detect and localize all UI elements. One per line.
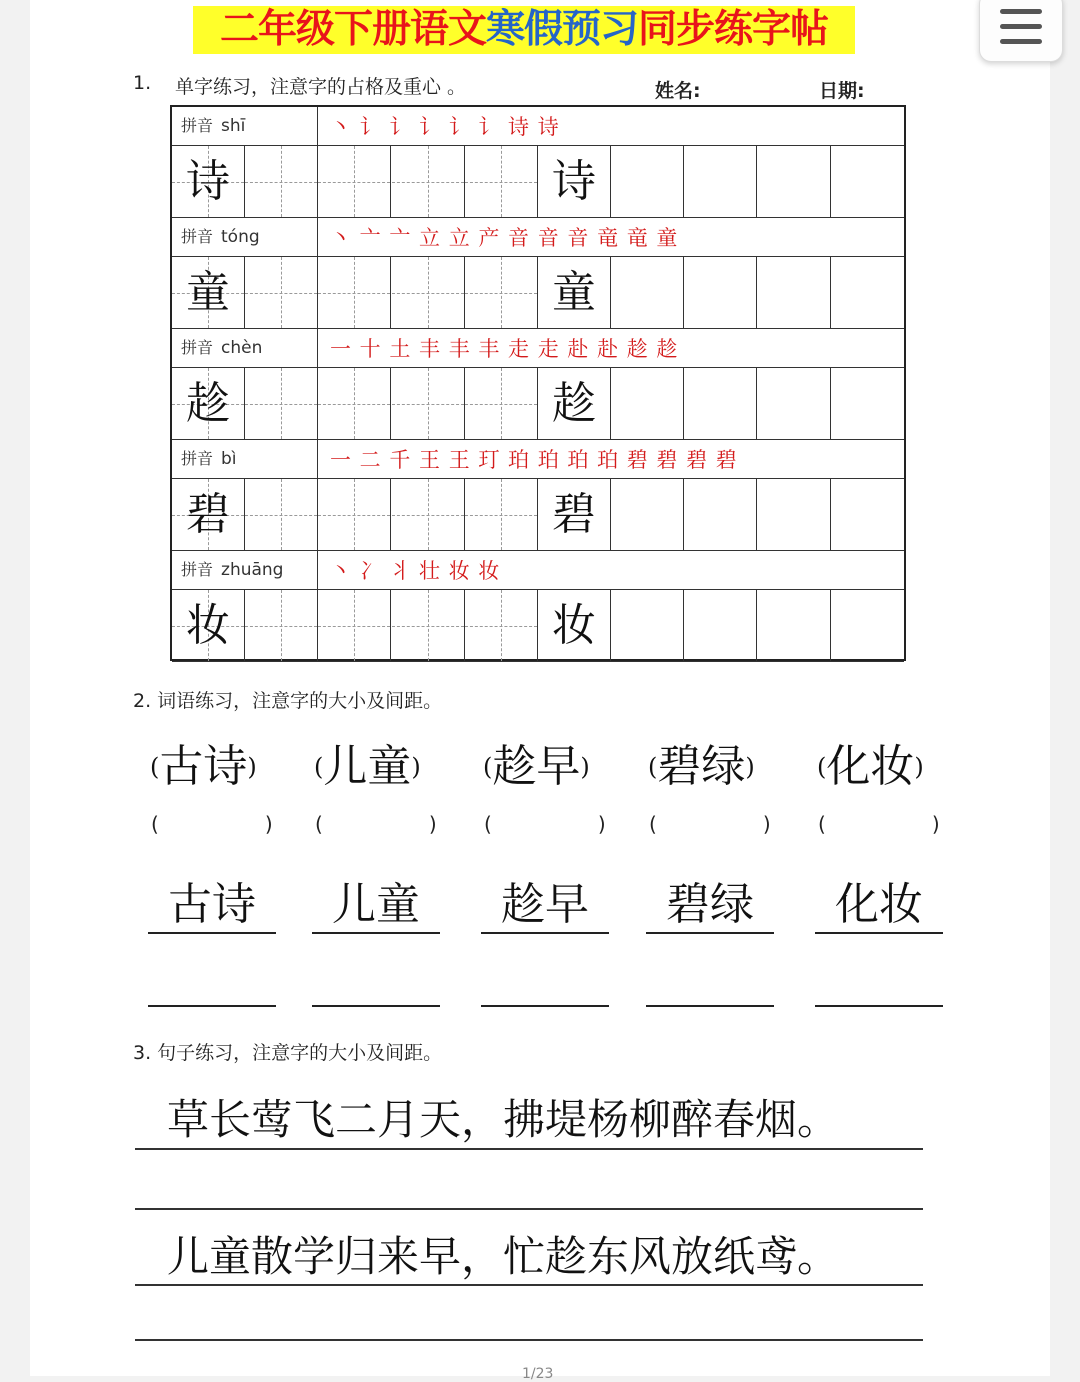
model-character: 妆 bbox=[552, 600, 596, 651]
paren-close: ) bbox=[597, 812, 606, 836]
model-character: 妆 bbox=[186, 600, 230, 651]
writing-cell[interactable] bbox=[245, 479, 318, 550]
pinyin-header-row bbox=[172, 218, 904, 257]
model-character-cell bbox=[172, 479, 245, 550]
writing-cell[interactable] bbox=[758, 146, 831, 217]
stroke-order-text: 一 二 千 王 王 玎 珀 珀 珀 珀 碧 碧 碧 碧 bbox=[330, 448, 738, 472]
paren-open: ( bbox=[648, 753, 658, 781]
model-character: 碧 bbox=[186, 489, 230, 540]
menu-button[interactable] bbox=[979, 0, 1063, 62]
pinyin-text: zhuāng bbox=[221, 560, 284, 580]
sentence-blank-line-2[interactable] bbox=[135, 1339, 923, 1341]
stroke-order-text: 丶 讠 讠 讠 讠 讠 诗 诗 bbox=[330, 115, 560, 139]
model-character-cell bbox=[538, 479, 611, 550]
writing-cell[interactable] bbox=[245, 590, 318, 661]
section1-number: 1. bbox=[133, 72, 152, 94]
word-trace-line: 化妆 bbox=[815, 878, 943, 934]
writing-cell[interactable] bbox=[392, 257, 465, 328]
word-model-with-parens bbox=[483, 730, 590, 794]
model-character-cell bbox=[538, 368, 611, 439]
writing-cell[interactable] bbox=[392, 368, 465, 439]
paren-open: ( bbox=[649, 812, 657, 836]
paren-open: ( bbox=[817, 753, 827, 781]
word-blank-line[interactable] bbox=[312, 1005, 440, 1007]
writing-cell[interactable] bbox=[831, 590, 904, 661]
writing-cell[interactable] bbox=[318, 479, 391, 550]
paren-close: ) bbox=[580, 753, 590, 781]
paren-open: ( bbox=[315, 812, 323, 836]
pinyin-label: 拼音 bbox=[181, 227, 214, 246]
pinyin-answer-parens[interactable] bbox=[315, 812, 437, 836]
writing-cell-row bbox=[172, 146, 904, 218]
pinyin-text: bì bbox=[221, 449, 237, 469]
hamburger-line bbox=[1000, 24, 1042, 29]
section1-label: 单字练习，注意字的占格及重心 。 bbox=[175, 76, 467, 98]
pinyin-answer-parens[interactable] bbox=[649, 812, 771, 836]
writing-cell-row bbox=[172, 479, 904, 551]
pinyin-cell bbox=[172, 551, 318, 589]
sentence-model-1: 草长莺飞二月天，拂堤杨柳醉春烟。 bbox=[135, 1090, 923, 1150]
writing-cell-row bbox=[172, 590, 904, 662]
stroke-order bbox=[330, 107, 560, 145]
writing-cell[interactable] bbox=[684, 368, 757, 439]
paren-open: ( bbox=[818, 812, 826, 836]
model-character: 诗 bbox=[552, 156, 596, 207]
paren-open: ( bbox=[150, 753, 160, 781]
pinyin-text: chèn bbox=[221, 338, 263, 358]
stroke-order-text: 一 十 土 丰 丰 丰 走 走 赴 赴 趁 趁 bbox=[330, 337, 679, 361]
writing-cell[interactable] bbox=[465, 146, 538, 217]
writing-cell[interactable] bbox=[684, 479, 757, 550]
word-text: 碧绿 bbox=[657, 741, 746, 792]
sentence-model-2: 儿童散学归来早，忙趁东风放纸鸢。 bbox=[135, 1228, 923, 1286]
paren-close: ) bbox=[762, 812, 771, 836]
paren-close: ) bbox=[411, 753, 421, 781]
paren-close: ) bbox=[428, 812, 437, 836]
paren-open: ( bbox=[314, 753, 324, 781]
word-text: 趁早 bbox=[492, 741, 581, 792]
pinyin-header-row bbox=[172, 440, 904, 479]
stroke-order-text: 丶 冫 丬 壮 妆 妆 bbox=[330, 559, 501, 583]
section2-label: 2. 词语练习，注意字的大小及间距。 bbox=[133, 690, 443, 712]
writing-cell[interactable] bbox=[831, 479, 904, 550]
model-character: 诗 bbox=[186, 156, 230, 207]
writing-cell[interactable] bbox=[758, 257, 831, 328]
paren-close: ) bbox=[745, 753, 755, 781]
word-blank-line[interactable] bbox=[481, 1005, 609, 1007]
pinyin-label: 拼音 bbox=[181, 338, 214, 357]
pinyin-answer-parens[interactable] bbox=[484, 812, 606, 836]
stroke-order-text: 丶 亠 亠 立 立 产 音 音 音 竜 竜 童 bbox=[330, 226, 679, 250]
pinyin-answer-parens[interactable] bbox=[818, 812, 940, 836]
writing-cell[interactable] bbox=[684, 590, 757, 661]
pinyin-cell bbox=[172, 107, 318, 145]
writing-cell[interactable] bbox=[611, 368, 684, 439]
writing-cell[interactable] bbox=[684, 146, 757, 217]
writing-cell[interactable] bbox=[392, 590, 465, 661]
writing-cell[interactable] bbox=[758, 479, 831, 550]
model-character: 童 bbox=[186, 267, 230, 318]
word-text: 古诗 bbox=[159, 741, 248, 792]
writing-cell[interactable] bbox=[465, 257, 538, 328]
writing-cell[interactable] bbox=[318, 368, 391, 439]
writing-cell[interactable] bbox=[758, 368, 831, 439]
writing-cell[interactable] bbox=[245, 368, 318, 439]
model-character: 趁 bbox=[552, 378, 596, 429]
word-trace-line: 古诗 bbox=[148, 878, 276, 934]
paren-open: ( bbox=[483, 753, 493, 781]
paren-close: ) bbox=[247, 753, 257, 781]
pinyin-header-row bbox=[172, 329, 904, 368]
model-character-cell bbox=[538, 146, 611, 217]
word-model-with-parens bbox=[314, 730, 421, 794]
writing-cell[interactable] bbox=[831, 368, 904, 439]
writing-cell-row bbox=[172, 257, 904, 329]
word-blank-line[interactable] bbox=[646, 1005, 774, 1007]
model-character: 童 bbox=[552, 267, 596, 318]
writing-cell[interactable] bbox=[831, 257, 904, 328]
writing-cell[interactable] bbox=[245, 257, 318, 328]
word-blank-line[interactable] bbox=[815, 1005, 943, 1007]
stroke-order bbox=[330, 551, 500, 589]
title-part-1: 二年级下册语文 bbox=[219, 7, 486, 52]
model-character: 趁 bbox=[186, 378, 230, 429]
writing-cell[interactable] bbox=[318, 257, 391, 328]
writing-cell[interactable] bbox=[465, 479, 538, 550]
word-trace-line: 趁早 bbox=[481, 878, 609, 934]
paren-close: ) bbox=[931, 812, 940, 836]
writing-cell[interactable] bbox=[245, 146, 318, 217]
model-character-cell bbox=[538, 590, 611, 661]
sentence-blank-line-1[interactable] bbox=[135, 1208, 923, 1210]
pinyin-label: 拼音 bbox=[181, 116, 214, 135]
paren-close: ) bbox=[264, 812, 273, 836]
title-part-2: 寒假预习 bbox=[485, 7, 638, 52]
writing-cell[interactable] bbox=[392, 479, 465, 550]
model-character-cell bbox=[172, 368, 245, 439]
writing-cell[interactable] bbox=[465, 368, 538, 439]
writing-cell[interactable] bbox=[392, 146, 465, 217]
pinyin-cell bbox=[172, 329, 318, 367]
writing-cell[interactable] bbox=[611, 479, 684, 550]
model-character-cell bbox=[172, 146, 245, 217]
stroke-order bbox=[330, 440, 738, 478]
word-trace-line: 碧绿 bbox=[646, 878, 774, 934]
word-model-with-parens bbox=[648, 730, 755, 794]
writing-cell[interactable] bbox=[318, 146, 391, 217]
word-text: 化妆 bbox=[826, 741, 915, 792]
stroke-order bbox=[330, 218, 678, 256]
word-model-with-parens bbox=[817, 730, 924, 794]
writing-cell[interactable] bbox=[831, 146, 904, 217]
name-label: 姓名: bbox=[655, 80, 701, 102]
word-text: 儿童 bbox=[323, 741, 412, 792]
date-label: 日期: bbox=[819, 80, 865, 102]
character-practice-grid bbox=[170, 105, 906, 661]
pinyin-label: 拼音 bbox=[181, 449, 214, 468]
writing-cell[interactable] bbox=[684, 257, 757, 328]
page-number: 1/23 bbox=[522, 1366, 554, 1382]
pinyin-answer-parens[interactable] bbox=[151, 812, 273, 836]
word-blank-line[interactable] bbox=[148, 1005, 276, 1007]
word-trace-line: 儿童 bbox=[312, 878, 440, 934]
pinyin-header-row bbox=[172, 551, 904, 590]
pinyin-cell bbox=[172, 440, 318, 478]
hamburger-line bbox=[1000, 39, 1042, 44]
title-part-3: 同步练字帖 bbox=[638, 7, 829, 52]
model-character-cell bbox=[172, 257, 245, 328]
paren-close: ) bbox=[914, 753, 924, 781]
writing-cell[interactable] bbox=[465, 590, 538, 661]
word-model-with-parens bbox=[150, 730, 257, 794]
paren-open: ( bbox=[151, 812, 159, 836]
model-character-cell bbox=[172, 590, 245, 661]
pinyin-text: tóng bbox=[221, 227, 260, 247]
stroke-order bbox=[330, 329, 678, 367]
hamburger-menu-icon bbox=[1000, 9, 1042, 14]
writing-cell[interactable] bbox=[318, 590, 391, 661]
writing-cell-row bbox=[172, 368, 904, 440]
writing-cell[interactable] bbox=[758, 590, 831, 661]
model-character-cell bbox=[538, 257, 611, 328]
pinyin-header-row bbox=[172, 107, 904, 146]
writing-cell[interactable] bbox=[611, 590, 684, 661]
pinyin-text: shī bbox=[221, 116, 246, 136]
section3-label: 3. 句子练习，注意字的大小及间距。 bbox=[133, 1042, 443, 1064]
pinyin-cell bbox=[172, 218, 318, 256]
worksheet-title bbox=[193, 6, 855, 54]
writing-cell[interactable] bbox=[611, 257, 684, 328]
paren-open: ( bbox=[484, 812, 492, 836]
writing-cell[interactable] bbox=[611, 146, 684, 217]
model-character: 碧 bbox=[552, 489, 596, 540]
pinyin-label: 拼音 bbox=[181, 560, 214, 579]
